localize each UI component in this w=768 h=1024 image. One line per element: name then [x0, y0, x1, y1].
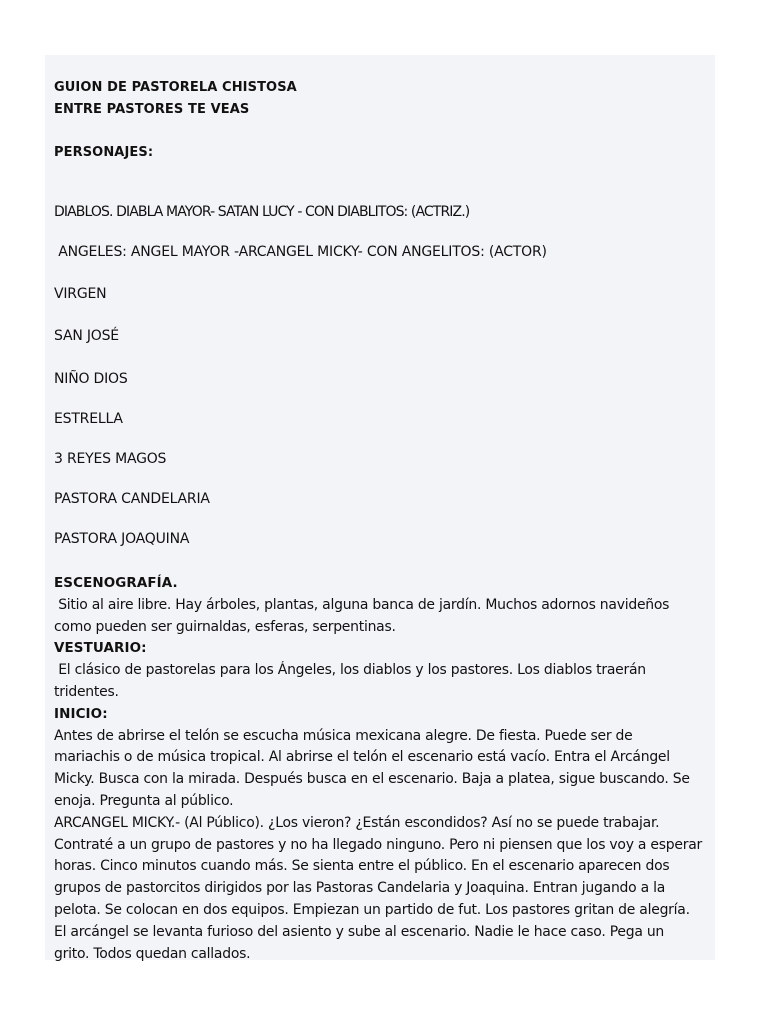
- inicio-line: ARCANGEL MICKY.- (Al Público). ¿Los vieron? ¿Están escondidos? Así no se puede trabajar.: [54, 814, 660, 831]
- character-item: PASTORA CANDELARIA: [54, 491, 210, 507]
- inicio-line: grito. Todos quedan callados.: [54, 945, 251, 962]
- inicio-line: El arcángel se levanta furioso del asiento y sube al escenario. Nadie le hace caso. Pega un: [54, 923, 665, 940]
- inicio-line: enoja. Pregunta al público.: [54, 792, 234, 809]
- character-item: NIÑO DIOS: [54, 371, 128, 387]
- inicio-line: Micky. Busca con la mirada. Después busca en el escenario. Baja a platea, sigue buscando. Se: [54, 771, 690, 788]
- vestuario-line: tridentes.: [54, 683, 119, 700]
- inicio-line: horas. Cinco minutos cuando más. Se sienta entre el público. En el escenario aparecen dos: [54, 858, 670, 875]
- escenografia-line: como pueden ser guirnaldas, esferas, serpentinas.: [54, 618, 396, 635]
- inicio-line: mariachis o de música tropical. Al abrirse el telón el escenario está vacío. Entra el Arcángel: [54, 749, 670, 766]
- inicio-line: Contraté a un grupo de pastores y no ha llegado ninguno. Pero ni piensen que los voy a esperar: [54, 836, 703, 853]
- character-item: SAN JOSÉ: [54, 328, 119, 344]
- inicio-line: Antes de abrirse el telón se escucha música mexicana alegre. De fiesta. Puede ser de: [54, 727, 633, 744]
- character-item: PASTORA JOAQUINA: [54, 531, 190, 547]
- vestuario-heading: VESTUARIO:: [54, 640, 147, 657]
- character-item: ESTRELLA: [54, 411, 123, 427]
- vestuario-line: El clásico de pastorelas para los Ángeles, los diablos y los pastores. Los diablos traerán: [54, 662, 646, 679]
- escenografia-line: Sitio al aire libre. Hay árboles, plantas, alguna banca de jardín. Muchos adornos navideños: [54, 596, 670, 613]
- document-title-line-1: GUION DE PASTORELA CHISTOSA: [54, 80, 297, 95]
- body-text: [54, 573, 716, 965]
- document-title-line-2: ENTRE PASTORES TE VEAS: [54, 102, 250, 117]
- character-item: 3 REYES MAGOS: [54, 451, 167, 467]
- escenografia-heading: ESCENOGRAFÍA.: [54, 575, 178, 591]
- character-item: VIRGEN: [54, 286, 107, 302]
- inicio-line: pelota. Se colocan en dos equipos. Empiezan un partido de fut. Los pastores gritan de alegría.: [54, 901, 690, 918]
- inicio-line: grupos de pastorcitos dirigidos por las Pastoras Candelaria y Joaquina. Entran jugando a la: [54, 880, 666, 897]
- personajes-heading: PERSONAJES:: [54, 145, 154, 160]
- inicio-heading: INICIO:: [54, 705, 108, 722]
- character-item: ANGELES: ANGEL MAYOR -ARCANGEL MICKY- CON ANGELITOS: (ACTOR): [54, 244, 547, 260]
- character-item: DIABLOS. DIABLA MAYOR- SATAN LUCY - CON DIABLITOS: (ACTRIZ.): [54, 204, 470, 220]
